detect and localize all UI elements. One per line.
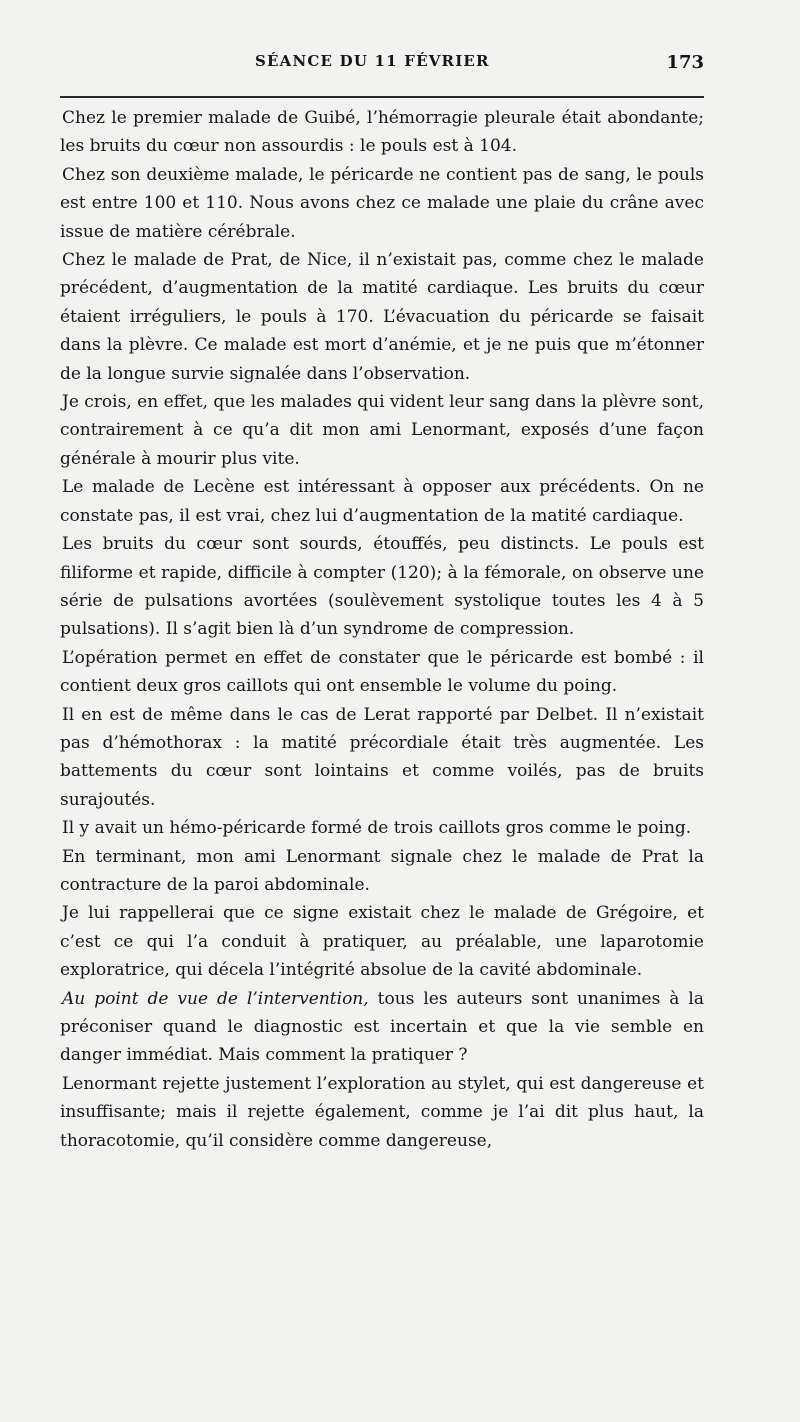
paragraph-10: En terminant, mon ami Lenormant signale chez le malade de Prat la contracture de la paroi abdominale.	[60, 846, 704, 895]
running-head	[60, 52, 704, 80]
paragraph-12-text: tous les auteurs sont unanimes à la préconiser quand le diagnostic est incertain et que la vie semble en danger immédiat. Mais comment la pratiquer ?	[60, 988, 704, 1066]
header-rule	[60, 96, 704, 98]
paragraph-1: Chez le premier malade de Guibé, l’hémorragie pleurale était abondante; les bruits du cœur non assourdis : le pouls est à 104.	[60, 108, 704, 157]
running-title: SÉANCE DU 11 FÉVRIER	[255, 52, 490, 70]
page-number: 173	[666, 52, 704, 73]
paragraph-11: Je lui rappellerai que ce signe existait chez le malade de Grégoire, et c’est ce qui l’a conduit à pratiquer, au préalable, une laparotomie exploratrice, qui décela l’intégrité absolue de la cavité abdominale.	[60, 903, 704, 981]
paragraph-6: Les bruits du cœur sont sourds, étouffés, peu distincts. Le pouls est filiforme et rapide, difficile à compter (120); à la fémorale, on observe une série de pulsations avortées (soulèvement systolique toutes les 4 à 5 pulsations). Il s’agit bien là d’un syndrome de compression.	[60, 534, 704, 640]
paragraph-12	[60, 985, 704, 1070]
paragraph-13: Lenormant rejette justement l’exploration au stylet, qui est dangereuse et insuffisante; mais il rejette également, comme je l’ai dit plus haut, la thoracotomie, qu’il considère comme dangereuse,	[60, 1073, 704, 1151]
paragraph-4: Je crois, en effet, que les malades qui vident leur sang dans la plèvre sont, contrairement à ce qu’a dit mon ami Lenormant, exposés d’une façon générale à mourir plus vite.	[60, 392, 704, 469]
body-text	[60, 104, 704, 1155]
paragraph-3: Chez le malade de Prat, de Nice, il n’existait pas, comme chez le malade précédent, d’augmentation de la matité cardiaque. Les bruits du cœur étaient irréguliers, le pouls à 170. L’évacuation du péricarde se faisait dans la plèvre. Ce malade est mort d’anémie, et je ne puis que m’étonner de la longue survie signalée dans l’observation.	[60, 250, 704, 384]
paragraph-9: Il y avait un hémo-péricarde formé de trois caillots gros comme le poing.	[62, 818, 692, 839]
paragraph-2: Chez son deuxième malade, le péricarde ne contient pas de sang, le pouls est entre 100 et 110. Nous avons chez ce malade une plaie du crâne avec issue de matière cérébrale.	[60, 164, 704, 242]
italic-lead: Au point de vue de l’intervention,	[62, 988, 369, 1009]
paragraph-5: Le malade de Lecène est intéressant à opposer aux précédents. On ne constate pas, il est vrai, chez lui d’augmentation de la matité cardiaque.	[60, 477, 704, 526]
paragraph-7: L’opération permet en effet de constater que le péricarde est bombé : il contient deux gros caillots qui ont ensemble le volume du poing.	[60, 647, 704, 697]
paragraph-8: Il en est de même dans le cas de Lerat rapporté par Delbet. Il n’existait pas d’hémothorax : la matité précordiale était très augmentée. Les battements du cœur sont lointains et comme voilés, pas de bruits surajoutés.	[60, 704, 704, 810]
